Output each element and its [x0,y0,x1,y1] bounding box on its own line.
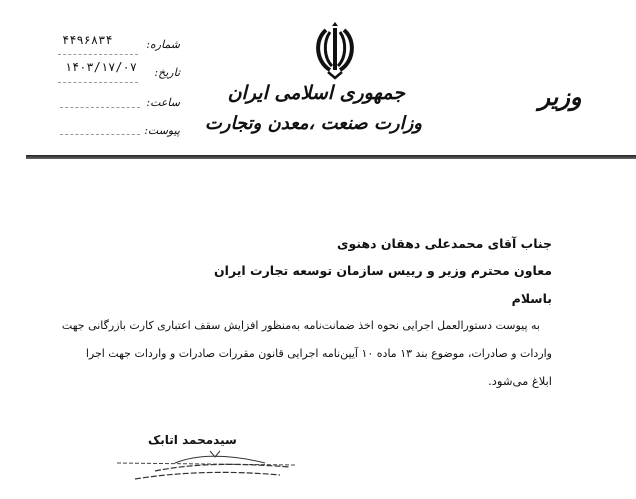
date-value: ۱۴۰۳/۱۷/۰۷ [64,60,137,74]
body-line-1: به پیوست دستورالعمل اجرایی نحوه اخذ ضمانت‌نامه به‌منظور افزایش سقف اعتباری کارت بازرگانی جهت [61,319,540,332]
number-value: ۴۴۹۶۸۳۴ [62,33,113,47]
date-label: تاریخ: [154,66,180,79]
attachment-label: پیوست: [144,124,180,137]
emblem-icon [310,18,360,80]
office-title: وزیر [538,82,582,111]
country-title: جمهوری اسلامی ایران [227,82,405,104]
time-label: ساعت: [146,96,180,109]
greeting: باسلام [511,291,552,306]
body-line-3: ابلاغ می‌شود. [488,374,552,388]
signature-scribble [115,445,295,489]
recipient-name: جناب آقای محمدعلی دهقان دهنوی [337,236,552,251]
number-label: شماره: [146,38,180,51]
header-divider [26,155,636,159]
ministry-title: وزارت صنعت ،معدن وتجارت [204,113,422,134]
recipient-title: معاون محترم وزیر و رییس سازمان توسعه تجارت ایران [213,263,552,278]
body-line-2: واردات و صادرات، موضوع بند ۱۳ ماده ۱۰ آیین‌نامه اجرایی قانون مقررات صادرات و واردات جهت اجرا [85,347,552,360]
signer-name: سیدمحمد اتابک [148,433,237,447]
